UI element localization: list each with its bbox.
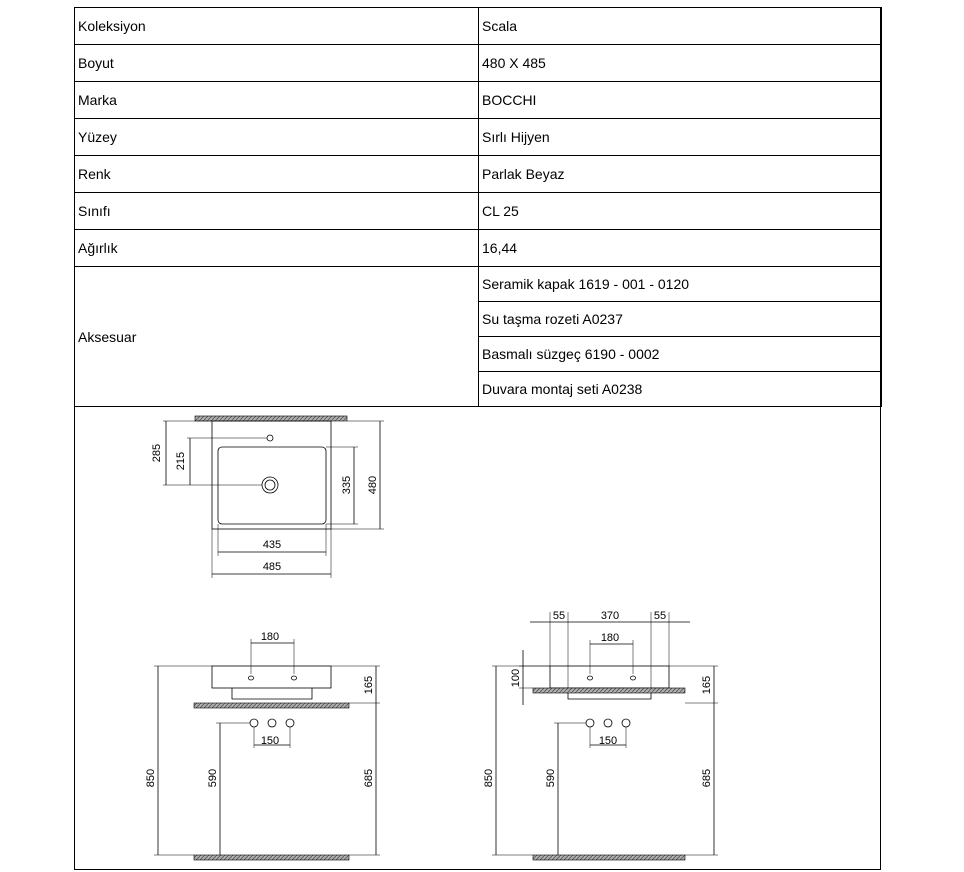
accessory-item: Duvara montaj seti A0238 bbox=[479, 372, 882, 407]
dim-label: 335 bbox=[341, 475, 353, 495]
dim-label: 480 bbox=[367, 475, 379, 495]
spec-value: CL 25 bbox=[479, 193, 882, 230]
spec-label: Koleksiyon bbox=[75, 8, 479, 45]
valve-circle bbox=[586, 719, 594, 727]
spec-label: Yüzey bbox=[75, 119, 479, 156]
dim-label: 850 bbox=[145, 768, 157, 788]
dim-label: 215 bbox=[175, 451, 187, 471]
tap-hole bbox=[267, 435, 273, 441]
dim-label: 55 bbox=[552, 610, 566, 622]
tap-hole bbox=[292, 676, 297, 680]
floor-hatch bbox=[533, 855, 685, 860]
dim-label: 165 bbox=[363, 675, 375, 695]
spec-value: BOCCHI bbox=[479, 82, 882, 119]
spec-label: Marka bbox=[75, 82, 479, 119]
dim-label: 590 bbox=[207, 768, 219, 788]
dim-label: 150 bbox=[598, 735, 618, 747]
accessories-label: Aksesuar bbox=[75, 267, 479, 407]
valve-circle bbox=[286, 719, 294, 727]
basin-front bbox=[212, 666, 331, 688]
basin-base bbox=[232, 688, 312, 699]
dim-label: 180 bbox=[260, 631, 280, 643]
dim-label: 100 bbox=[510, 668, 522, 688]
spec-value: 480 X 485 bbox=[479, 45, 882, 82]
tap-hole bbox=[249, 676, 254, 680]
dim-label: 685 bbox=[701, 768, 713, 788]
dim-label: 685 bbox=[363, 768, 375, 788]
dim-label: 150 bbox=[260, 735, 280, 747]
basin-outline bbox=[212, 421, 331, 529]
accessory-item: Su taşma rozeti A0237 bbox=[479, 302, 882, 337]
tap-hole bbox=[631, 676, 636, 680]
dim-label: 55 bbox=[653, 610, 667, 622]
dim-label: 180 bbox=[600, 632, 620, 644]
dim-label: 285 bbox=[151, 443, 163, 463]
spec-value: 16,44 bbox=[479, 230, 882, 267]
dim-label: 590 bbox=[545, 768, 557, 788]
accessory-item: Seramik kapak 1619 - 001 - 0120 bbox=[479, 267, 882, 302]
valve-circle bbox=[604, 719, 612, 727]
spec-value: Parlak Beyaz bbox=[479, 156, 882, 193]
basin-bowl bbox=[218, 447, 326, 524]
tap-hole bbox=[588, 676, 593, 680]
top-view bbox=[163, 416, 384, 578]
wall-hatch bbox=[195, 416, 347, 421]
dim-label: 370 bbox=[600, 610, 620, 622]
counter-hatch bbox=[533, 688, 685, 693]
valve-circle bbox=[268, 719, 276, 727]
dim-label: 485 bbox=[262, 561, 282, 573]
dim-label: 165 bbox=[701, 675, 713, 695]
counter-hatch bbox=[194, 703, 349, 708]
spec-label: Renk bbox=[75, 156, 479, 193]
drain-inner bbox=[265, 480, 275, 490]
dim-label: 850 bbox=[483, 768, 495, 788]
dim-label: 435 bbox=[262, 539, 282, 551]
valve-circle bbox=[622, 719, 630, 727]
spec-label: Ağırlık bbox=[75, 230, 479, 267]
floor-hatch bbox=[194, 855, 349, 860]
spec-label: Boyut bbox=[75, 45, 479, 82]
spec-value: Sırlı Hijyen bbox=[479, 119, 882, 156]
front-view-left bbox=[154, 639, 380, 860]
valve-circle bbox=[250, 719, 258, 727]
spec-value: Scala bbox=[479, 8, 882, 45]
accessory-item: Basmalı süzgeç 6190 - 0002 bbox=[479, 337, 882, 372]
drain-outer bbox=[262, 477, 278, 493]
spec-label: Sınıfı bbox=[75, 193, 479, 230]
